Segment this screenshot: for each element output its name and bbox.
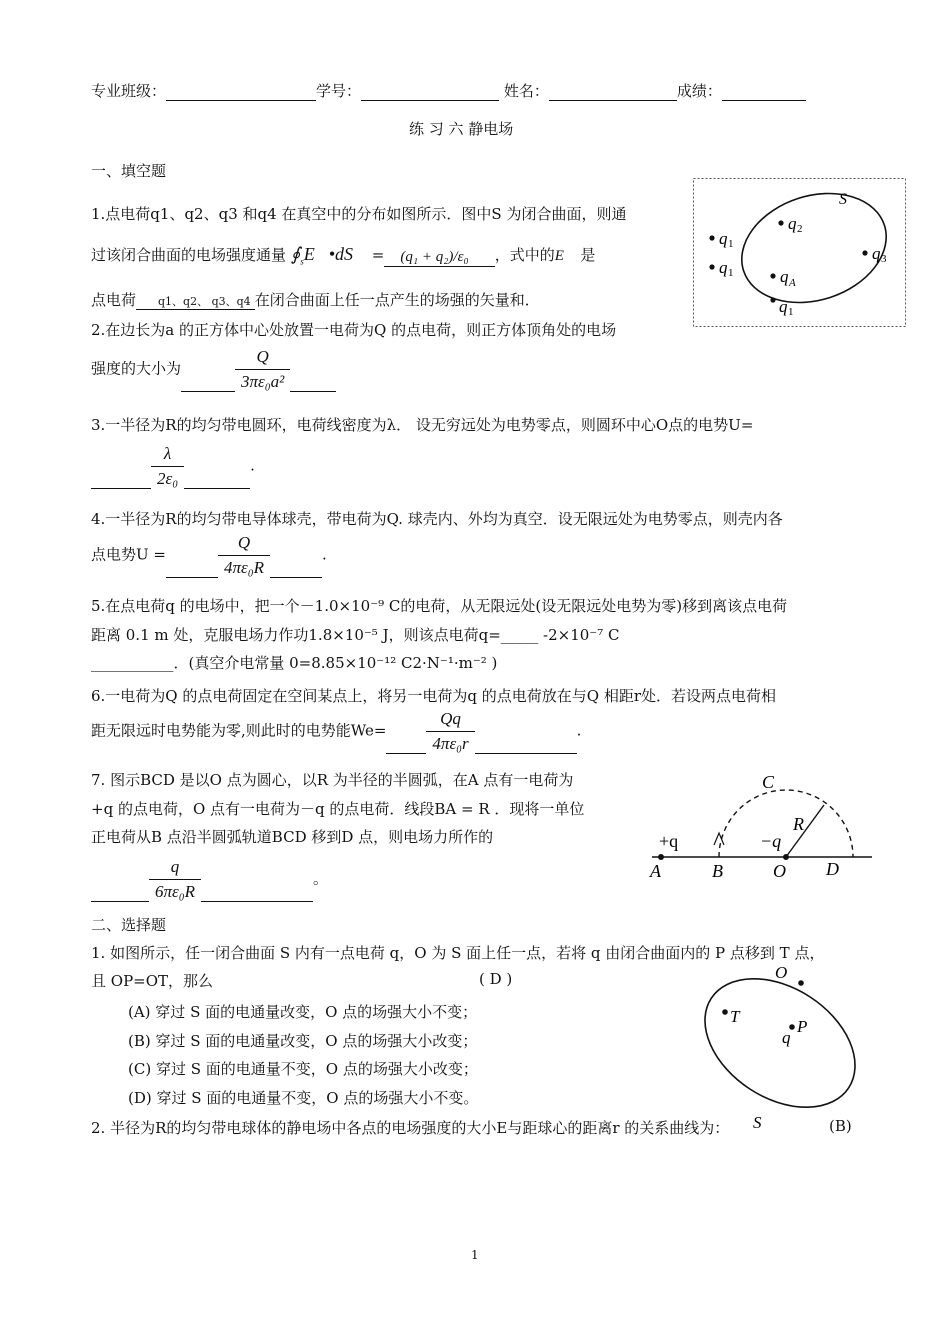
q2-line2 xyxy=(91,347,336,392)
label-minus-q: −q xyxy=(760,831,782,851)
label-q3-sub: 3 xyxy=(881,253,887,265)
q7-answer xyxy=(149,857,201,902)
charge-q1-dot xyxy=(709,235,714,240)
q1-text-c: 是 xyxy=(580,246,596,264)
label-q1: q xyxy=(719,229,728,248)
label-c: C xyxy=(762,772,775,792)
charge-q3-dot xyxy=(862,250,867,255)
q6-line2: 距无限远时电势能为零,则此时的电势能We= $\frac{Qq}{\text{4πε₀r}}$ . xyxy=(91,709,582,753)
label-q: q xyxy=(782,1028,791,1047)
q2-answer xyxy=(235,347,290,392)
q1-line3c: 在闭合曲面上任一点产生的场强的矢量和． xyxy=(254,291,540,309)
q3-line1: 3.一半径为R的均匀带电圆环，电荷线密度为λ． 设无穷远处为电势零点，则圆环中心O点的电势U= xyxy=(91,416,754,434)
name-label: 姓名： xyxy=(503,82,549,100)
point-a-dot xyxy=(658,854,664,860)
flux-integral: $∮_sE⃗•dS⃗$ xyxy=(290,244,368,267)
q7-blank-left xyxy=(91,901,149,902)
q3-answer xyxy=(151,444,184,489)
e-vector: E⃗ xyxy=(554,248,576,264)
score-field[interactable] xyxy=(722,100,806,101)
q1-text: 过该闭合曲面的电场强度通量 xyxy=(91,246,287,264)
q4-blank-left xyxy=(166,577,218,578)
label-q2-sub: 2 xyxy=(797,223,803,235)
figure-semicircle xyxy=(640,765,880,885)
label-q1b: q xyxy=(719,258,728,277)
q1-line3 xyxy=(91,289,540,310)
q1-text-b: ，式中的 xyxy=(494,246,555,264)
choice2-answer: (B) xyxy=(829,1117,852,1135)
label-r: R xyxy=(793,814,804,834)
label-o2: O xyxy=(775,963,788,982)
q3-line2: $\frac{\lambda}{\text{2ε₀}}$ . xyxy=(91,444,255,489)
charge-qa-dot xyxy=(770,273,775,278)
choice1-option-c: (C) 穿过 S 面的电通量不变，O 点的场强大小改变； xyxy=(128,1060,478,1078)
q2-line1: 2.在边长为a 的正方体中心处放置一电荷为Q 的点电荷，则正方体顶角处的电场 xyxy=(91,321,617,339)
q6-answer xyxy=(426,709,474,754)
choice1-answer: ( D ) xyxy=(479,970,513,988)
q4-den: 4πε₀R xyxy=(223,558,264,577)
label-d: D xyxy=(826,859,839,879)
q7-end: 。 xyxy=(313,869,329,888)
q1-line2: 过该闭合曲面的电场强度通量 $∮_sE⃗•dS⃗ = (q_1 + q_2)/\varepsilon_0$ ，式中的E⃗ 是 xyxy=(91,244,596,267)
label-q2: q xyxy=(788,214,797,233)
label-q1b-sub: 1 xyxy=(728,267,734,279)
q7-line1: 7. 图示BCD 是以O 点为圆心，以R 为半径的半圆弧，在A 点有一电荷为 xyxy=(91,771,574,789)
charge-q2-dot xyxy=(778,220,783,225)
q2-blank-right xyxy=(290,391,336,392)
name-field[interactable] xyxy=(549,100,677,101)
q1-line3a: 点电荷 xyxy=(91,291,137,309)
q1-line1: 1.点电荷q1、q2、q3 和q4 在真空中的分布如图所示．图中S 为闭合曲面，则通 xyxy=(91,205,627,223)
q2-blank-left xyxy=(181,391,235,392)
label-t: T xyxy=(730,1007,740,1026)
q1-answer-2 xyxy=(136,293,255,310)
label-o: O xyxy=(773,861,786,881)
q1-answer-blank xyxy=(384,247,494,267)
section-fill-blank: 一、填空题 xyxy=(91,162,167,180)
q6-text: 距无限远时电势能为零,则此时的电势能We= xyxy=(91,721,387,740)
figure-closed-surface xyxy=(693,178,907,328)
q4-line2: 点电势U = $\frac{Q}{\text{4πε₀R}}$ . xyxy=(91,533,327,577)
label-q3: q xyxy=(872,244,881,263)
q4-num: Q xyxy=(218,533,270,556)
label-b: B xyxy=(712,861,723,881)
q4-blank-right xyxy=(270,577,322,578)
q3-num: λ xyxy=(151,444,184,467)
q2-text: 强度的大小为 xyxy=(91,359,182,378)
page-number: 1 xyxy=(471,1248,479,1262)
charge-q1b-dot xyxy=(709,264,714,269)
q4-line1: 4.一半径为R的均匀带电导体球壳，带电荷为Q. 球壳内、外均为真空．设无限远处为电势零点，则壳内各 xyxy=(91,510,783,528)
point-t-dot xyxy=(722,1009,728,1015)
q6-line1: 6.一电荷为Q 的点电荷固定在空间某点上，将另一电荷为q 的点电荷放在与Q 相距r处．若设两点电荷相 xyxy=(91,687,776,705)
label-q1c-sub: 1 xyxy=(788,306,794,318)
id-field[interactable] xyxy=(361,100,499,101)
class-field[interactable] xyxy=(166,100,316,101)
q2-den: 3πε₀a² xyxy=(241,372,285,391)
q7-line2: +q 的点电荷，O 点有一电荷为－q 的点电荷．线段BA = R ．现将一单位 xyxy=(91,800,585,818)
choice1-line1: 1. 如图所示，任一闭合曲面 S 内有一点电荷 q，O 为 S 面上任一点，若将 q 由闭合曲面内的 P 点移到 T 点， xyxy=(91,944,825,962)
q4-answer xyxy=(218,533,270,578)
radius-line xyxy=(786,805,824,857)
q7-line3: 正电荷从B 点沿半圆弧轨道BCD 移到D 点，则电场力所作的 xyxy=(91,828,494,846)
header-line xyxy=(91,80,806,101)
q5-line3: ___________．(真空介电常量 0=8.85×10⁻¹² C2·N⁻¹·m⁻² ) xyxy=(91,654,498,672)
q1-answer-2-text: q1、q2、 q3、q4 xyxy=(158,295,251,308)
label-plus-q: +q xyxy=(659,831,679,851)
label-qa: q xyxy=(780,267,789,286)
label-q1-sub: 1 xyxy=(728,238,734,250)
label-s2: S xyxy=(753,1113,762,1132)
label-s: S xyxy=(839,191,847,208)
q5-line2: 距离 0.1 m 处，克服电场力作功1.8×10⁻⁵ J，则该点电荷q=_____ -2×10⁻⁷ C xyxy=(91,626,620,644)
label-qa-sub: A xyxy=(789,277,796,289)
q2-num: Q xyxy=(235,347,290,370)
section-choice: 二、选择题 xyxy=(91,916,167,934)
choice1-option-b: (B) 穿过 S 面的电通量改变，O 点的场强大小改变； xyxy=(128,1032,478,1050)
arc-bcd xyxy=(719,790,853,857)
q7-line4 xyxy=(91,857,328,902)
charge-q1c-dot xyxy=(770,297,775,302)
choice1-option-d: (D) 穿过 S 面的电通量不变，O 点的场强大小不变。 xyxy=(128,1089,479,1107)
choice1-line2: 且 OP=OT，那么 xyxy=(91,972,214,990)
label-p: P xyxy=(797,1017,808,1036)
class-label: 专业班级： xyxy=(91,82,167,100)
q6-num: Qq xyxy=(426,709,474,732)
q1-answer: (q₁ + q₂)/ε₀ xyxy=(400,248,469,265)
q6-den: 4πε₀r xyxy=(432,734,469,753)
point-o-dot xyxy=(783,854,789,860)
label-a: A xyxy=(650,861,661,881)
id-label: 学号： xyxy=(316,82,362,100)
q3-blank-right xyxy=(184,488,250,489)
q3-blank-left xyxy=(91,488,151,489)
q6-blank-right xyxy=(475,753,577,754)
q7-den: 6πε₀R xyxy=(155,882,196,901)
choice2-line1: 2. 半径为R的均匀带电球体的静电场中各点的电场强度的大小E与距球心的距离r 的关系曲线为： xyxy=(91,1119,730,1137)
choice1-option-a: (A) 穿过 S 面的电通量改变，O 点的场强大小不变； xyxy=(128,1003,478,1021)
q7-blank-right xyxy=(201,901,313,902)
q7-num: q xyxy=(149,857,201,880)
figure-surface-op xyxy=(700,958,870,1133)
label-q1c: q xyxy=(779,297,788,316)
page-title: 练 习 六 静电场 xyxy=(409,120,514,138)
q4-text: 点电势U = xyxy=(91,545,166,564)
score-label: 成绩： xyxy=(676,82,722,100)
q3-den: 2ε₀ xyxy=(157,469,179,488)
q6-blank-left xyxy=(386,753,426,754)
point-o2-dot xyxy=(798,980,804,986)
q5-line1: 5.在点电荷q 的电场中，把一个－1.0×10⁻⁹ C的电荷，从无限远处(设无限远处电势为零)移到离该点电荷 xyxy=(91,597,788,615)
